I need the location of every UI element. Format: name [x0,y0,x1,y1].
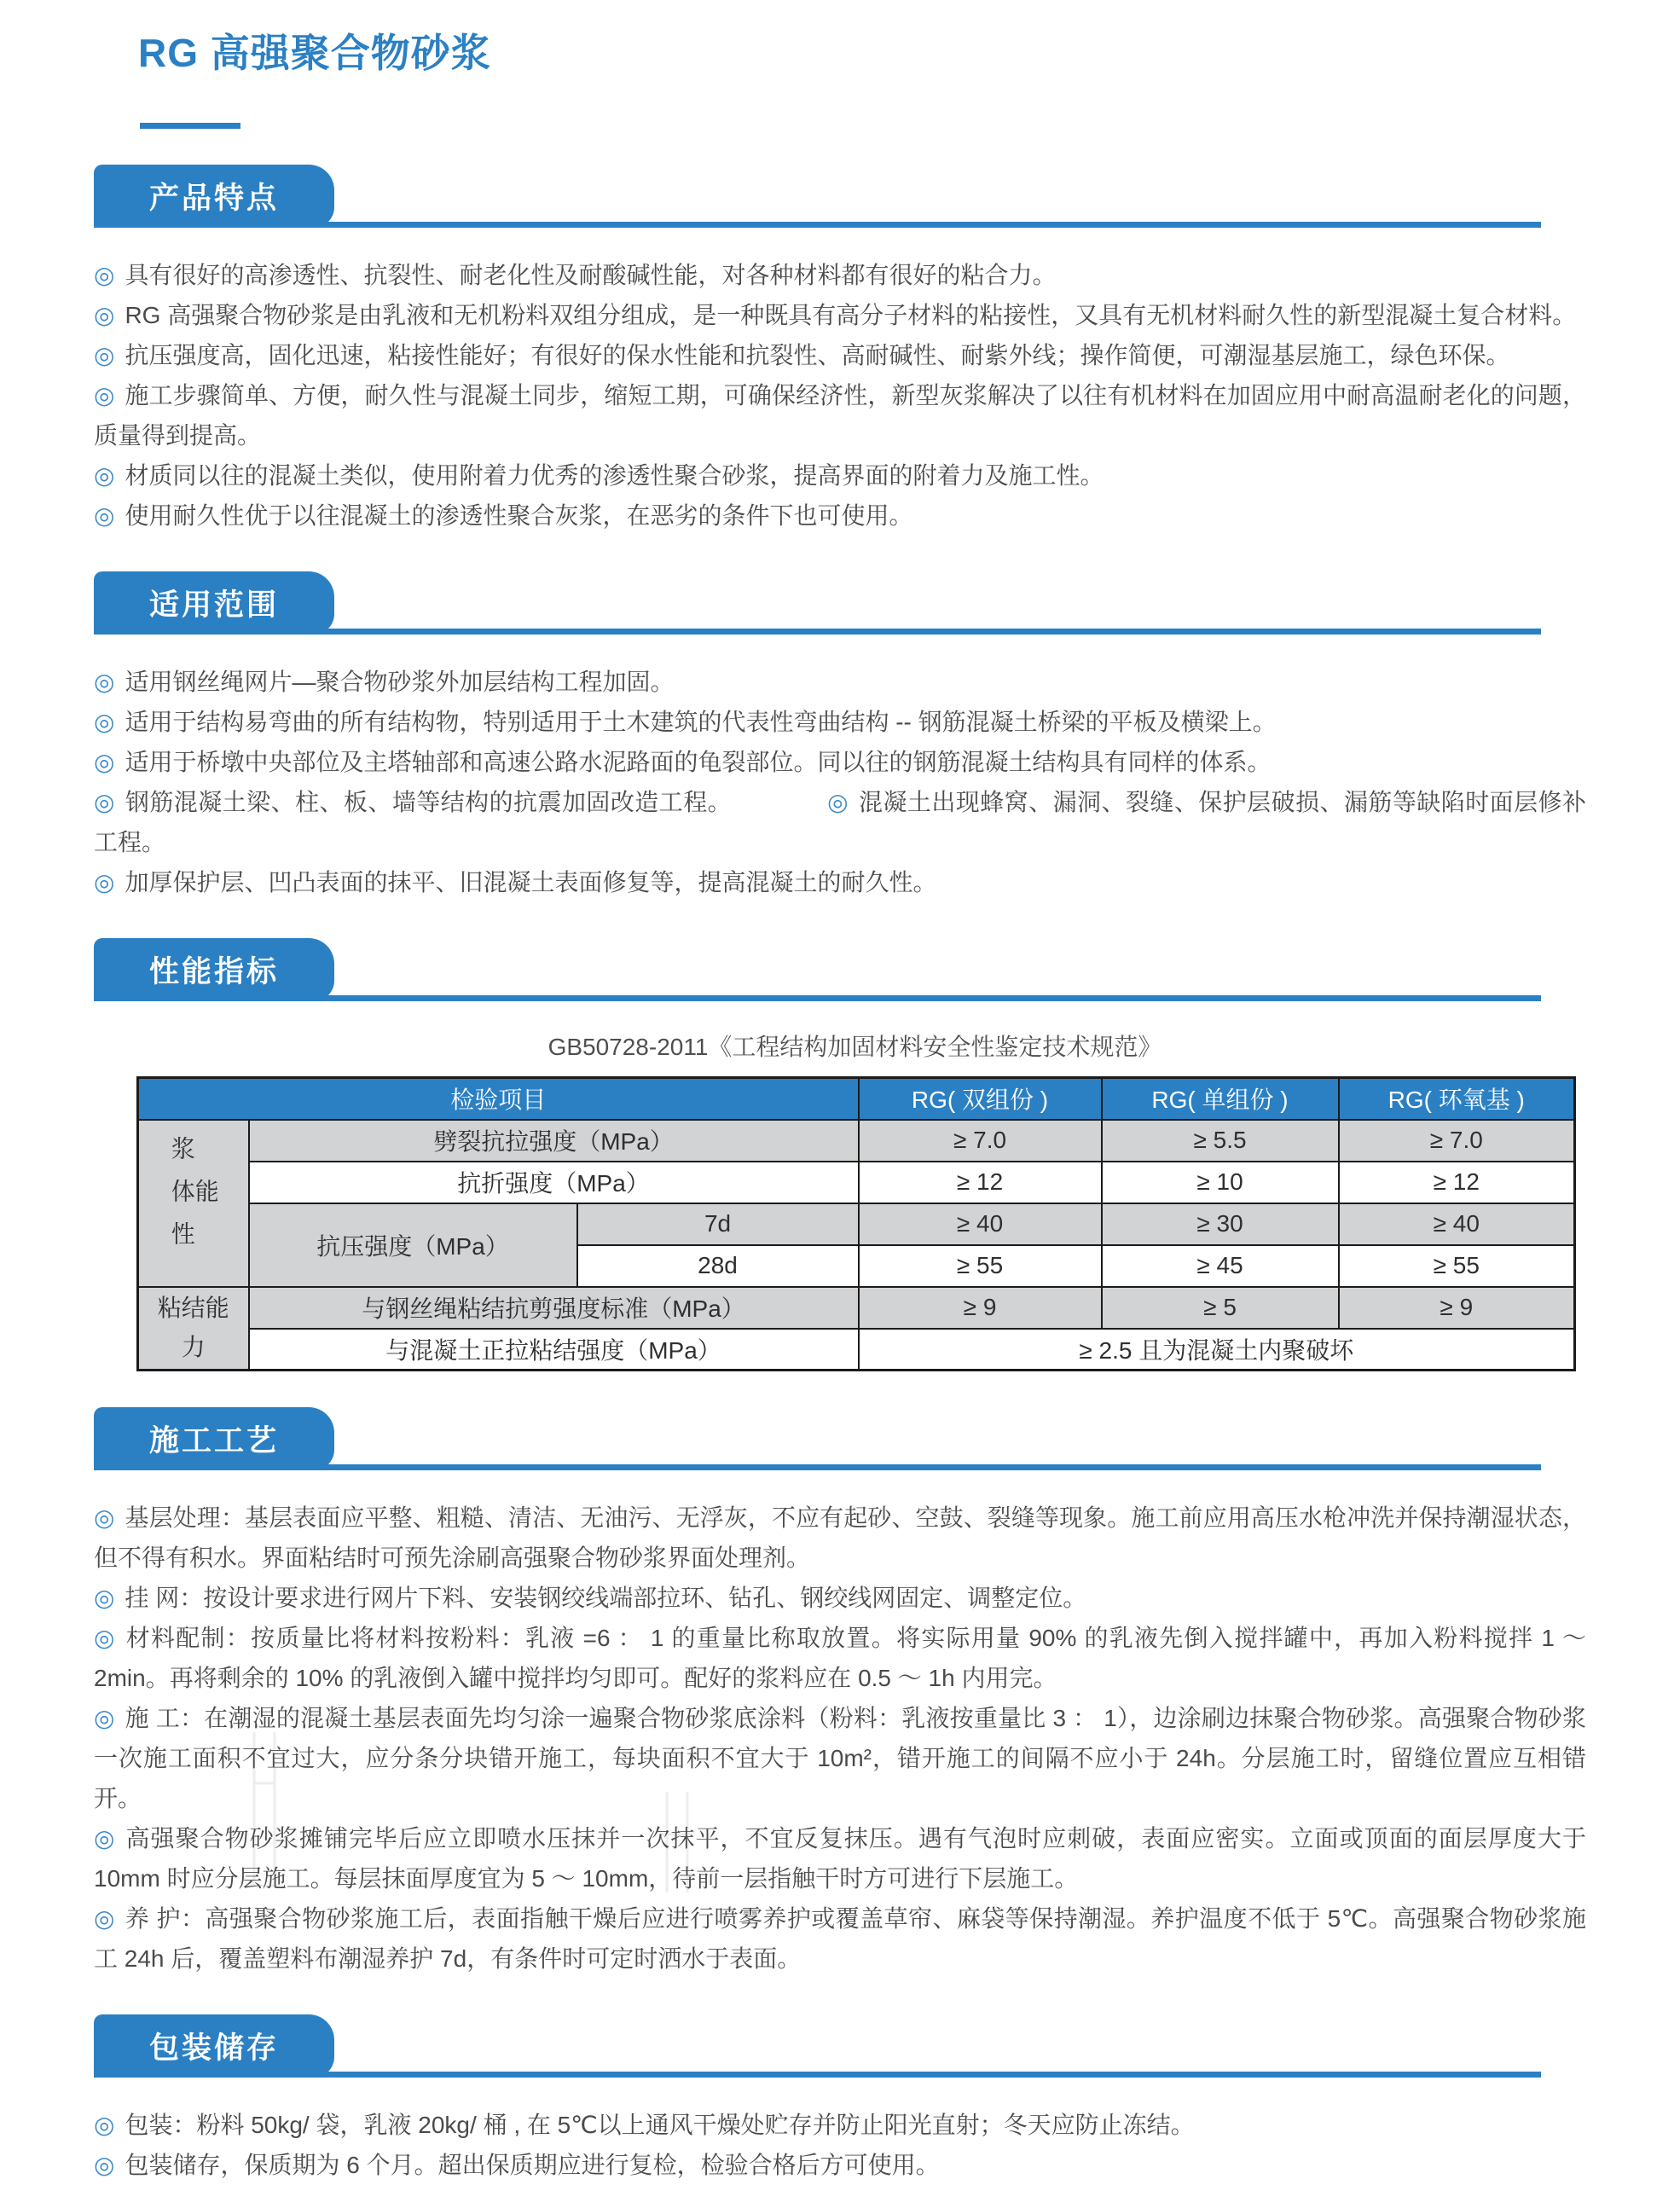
cell-value: ≥ 30 [1102,1203,1339,1245]
section-badge-features [94,165,334,228]
process-item [94,1698,1586,1818]
section-features [94,165,1586,536]
scope-item-text: 钢筋混凝土梁、柱、板、墙等结构的抗震加固改造工程。 [125,789,733,815]
section-badge-packaging [94,2014,334,2078]
row-group-label: 粘结能力 [157,1295,229,1361]
section-header-features [94,165,1586,233]
bullet-icon: ◎ [94,1585,115,1611]
cell-value: ≥ 7.0 [1339,1120,1575,1162]
cell-value: ≥ 12 [859,1162,1102,1203]
cell-value: ≥ 9 [1339,1287,1575,1329]
table-header-rg-single-component: RG( 单组份 ) [1102,1078,1339,1120]
table-row [138,1329,1575,1371]
bullet-icon: ◎ [94,2152,115,2178]
table-header-rg-two-component: RG( 双组份 ) [859,1078,1102,1120]
feature-item-text: RG 高强聚合物砂浆是由乳液和无机粉料双组分组成，是一种既具有高分子材料的粘接性，又具有无机材料耐久性的新型混凝土复合材料。 [125,302,1577,328]
section-title-features: 产品特点 [148,182,279,215]
bullet-icon: ◎ [94,1705,115,1731]
cell-value: ≥ 40 [1339,1203,1575,1245]
row-label-shear-with-wire-rope: 与钢丝绳粘结抗剪强度标准（MPa） [249,1287,859,1329]
bullet-icon: ◎ [94,502,115,529]
bullet-icon: ◎ [94,462,115,489]
bullet-icon: ◎ [94,749,115,775]
row-label-split-tensile: 劈裂抗拉强度（MPa） [249,1120,859,1162]
bullet-icon: ◎ [94,1625,116,1651]
bullet-icon: ◎ [94,709,115,735]
bullet-icon: ◎ [94,302,115,328]
section-badge-performance [94,938,334,1001]
cell-value: ≥ 55 [1339,1245,1575,1287]
bullet-icon: ◎ [94,1504,115,1531]
bullet-icon: ◎ [94,1825,116,1852]
process-item [94,1818,1586,1898]
section-process [94,1407,1586,1979]
cell-value-merged: ≥ 2.5 且为混凝土内聚破坏 [859,1329,1575,1371]
process-item-text: 材料配制：按质量比将材料按粉料：乳液 =6 ： 1 的重量比称取放置。将实际用量 90% 的乳液先倒入搅拌罐中，再加入粉料搅拌 1 ～ 2min。再将剩余的 10% 的乳液倒入罐中搅拌均匀即可。配好的浆料应在 0.5 ～ 1h 内用完。 [94,1625,1586,1691]
feature-item-text: 抗压强度高，固化迅速，粘接性能好；有很好的保水性能和抗裂性、高耐碱性、耐紫外线；操作简便，可潮湿基层施工，绿色环保。 [125,342,1510,368]
section-header-process [94,1407,1586,1475]
cell-value: ≥ 9 [859,1287,1102,1329]
row-group-bonding-capacity [138,1287,249,1371]
section-scope [94,571,1586,902]
scope-item [94,662,1586,702]
section-badge-process [94,1407,334,1470]
bullet-icon: ◎ [94,262,115,288]
table-row [138,1162,1575,1203]
section-title-performance: 性能指标 [148,955,279,988]
scope-item-text: 适用钢丝绳网片—聚合物砂浆外加层结构工程加固。 [125,669,675,695]
bullet-icon: ◎ [94,1905,115,1932]
bullet-icon: ◎ [827,789,849,815]
process-body [94,1498,1586,1979]
table-header-row [138,1078,1575,1120]
process-item [94,1618,1586,1698]
scope-item-text: 适用于结构易弯曲的所有结构物，特别适用于土木建筑的代表性弯曲结构 -- 钢筋混凝土桥梁的平板及横梁上。 [125,709,1277,735]
cell-value: ≥ 5 [1102,1287,1339,1329]
scope-item [94,742,1586,782]
scope-item-text: 适用于桥墩中央部位及主塔轴部和高速公路水泥路面的龟裂部位。同以往的钢筋混凝土结构具有同样的体系。 [125,749,1272,775]
bullet-icon: ◎ [94,789,115,815]
row-label-tensile-bond-with-concrete: 与混凝土正拉粘结强度（MPa） [249,1329,859,1371]
bullet-icon: ◎ [94,2112,115,2138]
page-title: RG 高强聚合物砂浆 [138,31,491,75]
scope-item-text: 加厚保护层、凹凸表面的抹平、旧混凝土表面修复等，提高混凝土的耐久性。 [125,869,937,895]
feature-item-text: 使用耐久性优于以往混凝土的渗透性聚合灰浆，在恶劣的条件下也可使用。 [125,502,913,529]
table-header-inspection-item: 检验项目 [138,1078,859,1120]
title-underline [140,123,240,129]
section-performance [94,938,1586,1371]
table-row [138,1287,1575,1329]
section-header-performance [94,938,1586,1006]
feature-item [94,255,1586,295]
cell-value: ≥ 12 [1339,1162,1575,1203]
process-item [94,1578,1586,1618]
table-header-rg-epoxy: RG( 环氧基 ) [1339,1078,1575,1120]
section-title-packaging: 包装储存 [148,2031,279,2065]
row-group-slurry-performance [138,1120,249,1287]
cell-value: ≥ 55 [859,1245,1102,1287]
process-item-text: 基层处理：基层表面应平整、粗糙、清洁、无油污、无浮灰，不应有起砂、空鼓、裂缝等现象。施工前应用高压水枪冲洗并保持潮湿状态，但不得有积水。界面粘结时可预先涂刷高强聚合物砂浆界面处理剂。 [94,1504,1586,1571]
cell-value: ≥ 7.0 [859,1120,1102,1162]
row-sublabel-7d: 7d [577,1203,859,1245]
process-item-text: 施 工：在潮湿的混凝土基层表面先均匀涂一遍聚合物砂浆底涂料（粉料：乳液按重量比 3 ： 1），边涂刷边抹聚合物砂浆。高强聚合物砂浆一次施工面积不宜过大，应分条分块错开施工，每块面积不宜大于 10m²，错开施工的间隔不应小于 24h。分层施工时，留缝位置应互相错开。 [94,1705,1586,1811]
section-badge-scope [94,571,334,635]
feature-item [94,295,1586,335]
table-caption: GB50728-2011《工程结构加固材料安全性鉴定技术规范》 [547,1034,1162,1060]
process-item [94,1898,1586,1979]
scope-item-dual [94,782,1586,862]
bullet-icon: ◎ [94,342,115,368]
features-body [94,255,1586,536]
feature-item-text: 施工步骤简单、方便，耐久性与混凝土同步，缩短工期，可确保经济性，新型灰浆解决了以往有机材料在加固应用中耐高温耐老化的问题，质量得到提高。 [94,382,1586,449]
row-label-flexural: 抗折强度（MPa） [249,1162,859,1203]
cell-value: ≥ 40 [859,1203,1102,1245]
section-header-scope [94,571,1586,640]
section-packaging [94,2014,1586,2185]
cell-value: ≥ 5.5 [1102,1120,1339,1162]
cell-value: ≥ 45 [1102,1245,1339,1287]
bullet-icon: ◎ [94,669,115,695]
table-row [138,1203,1575,1245]
feature-item-text: 材质同以往的混凝土类似，使用附着力优秀的渗透性聚合砂浆，提高界面的附着力及施工性。 [125,462,1104,489]
section-header-packaging [94,2014,1586,2083]
packaging-item-text: 包装储存，保质期为 6 个月。超出保质期应进行复检，检验合格后方可使用。 [125,2152,940,2178]
packaging-body [94,2105,1586,2185]
feature-item [94,335,1586,375]
section-title-process: 施工工艺 [148,1424,279,1458]
cell-value: ≥ 10 [1102,1162,1339,1203]
scope-item-text: 混凝土出现蜂窝、漏洞、裂缝、保护层破损、漏筋等缺陷时面层修补工程。 [94,789,1586,855]
packaging-item [94,2105,1586,2145]
bullet-icon: ◎ [94,869,115,895]
feature-item-text: 具有很好的高渗透性、抗裂性、耐老化性及耐酸碱性能，对各种材料都有很好的粘合力。 [125,262,1057,288]
process-item-text: 挂 网：按设计要求进行网片下料、安装钢绞线端部拉环、钻孔、钢绞线网固定、调整定位。 [125,1585,1087,1611]
section-title-scope: 适用范围 [148,588,279,622]
performance-table [136,1076,1576,1371]
feature-item [94,496,1586,536]
row-sublabel-28d: 28d [577,1245,859,1287]
feature-item [94,375,1586,455]
table-row [138,1120,1575,1162]
bullet-icon: ◎ [94,382,115,409]
row-group-label: 浆体性能 [168,1136,219,1264]
row-label-compressive: 抗压强度（MPa） [249,1203,577,1287]
packaging-item [94,2145,1586,2185]
scope-item [94,862,1586,902]
scope-item [94,702,1586,742]
process-item-text: 高强聚合物砂浆摊铺完毕后应立即喷水压抹并一次抹平，不宜反复抹压。遇有气泡时应刺破，表面应密实。立面或顶面的面层厚度大于 10mm 时应分层施工。每层抹面厚度宜为 5 ～ 10mm，待前一层指触干时方可进行下层施工。 [94,1825,1586,1892]
process-item [94,1498,1586,1578]
process-item-text: 养 护：高强聚合物砂浆施工后，表面指触干燥后应进行喷雾养护或覆盖草帘、麻袋等保持潮湿。养护温度不低于 5℃。高强聚合物砂浆施工 24h 后，覆盖塑料布潮湿养护 7d，有条件时可定时洒水于表面。 [94,1905,1586,1972]
packaging-item-text: 包装：粉料 50kg/ 袋，乳液 20kg/ 桶 , 在 5℃以上通风干燥处贮存并防止阳光直射；冬天应防止冻结。 [125,2112,1195,2138]
scope-body [94,662,1586,902]
feature-item [94,455,1586,496]
